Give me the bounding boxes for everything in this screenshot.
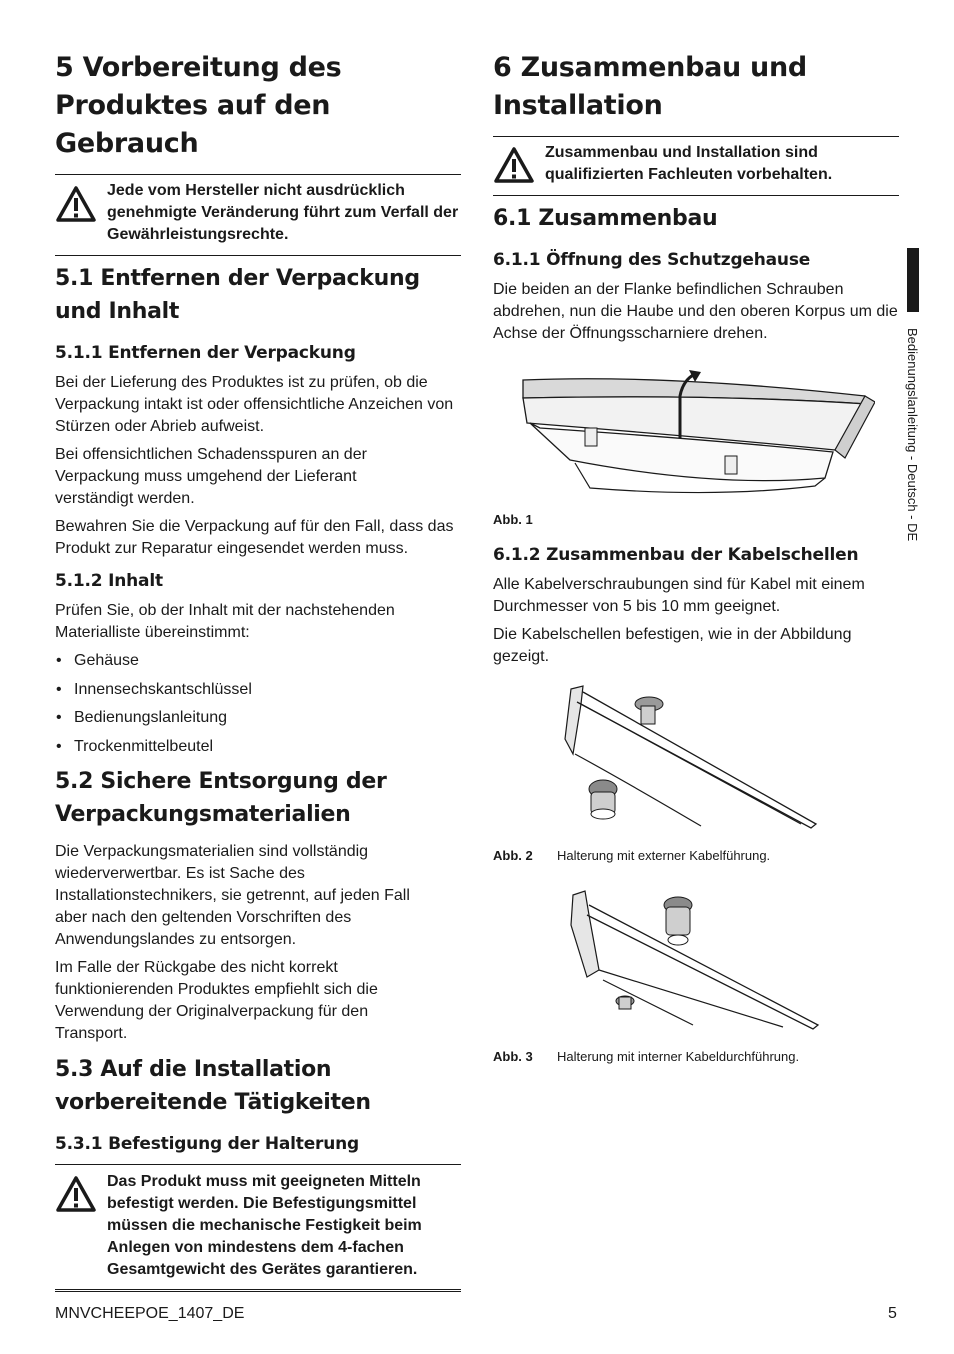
- figure-3-caption: Abb. 3 Halterung mit interner Kabeldurchführung.: [493, 1049, 800, 1064]
- figure-1-housing-illustration: [515, 368, 875, 500]
- warning-text: Das Produkt muss mit geeigneten Mitteln befestigt werden. Die Befestigungsmittel müssen die mechanische Festigkeit beim Anlegen von mindestens dem 4-fachen Gesamtgewicht des Gerätes garantieren.: [107, 1173, 422, 1278]
- warning-icon: [55, 185, 97, 223]
- section-5-2-heading: 5.2 Sichere Entsorgung der Verpackungsmaterialien: [55, 769, 387, 827]
- warning-text: Jede vom Hersteller nicht ausdrücklich genehmigte Veränderung führt zum Verfall der Gewährleistungsrechte.: [107, 182, 459, 243]
- sidebar-language-label: Bedienungslanleitung - Deutsch - DE: [905, 328, 920, 542]
- section-5-3-heading: 5.3 Auf die Installation vorbereitende Tätigkeiten: [55, 1057, 371, 1115]
- section-6-1-heading: 6.1 Zusammenbau: [493, 206, 718, 231]
- warning-icon: [493, 146, 535, 184]
- paragraph: Die beiden an der Flanke befindlichen Schrauben abdrehen, nun die Haube und den oberen Korpus um die Achse der Öffnungsscharniere drehen.: [493, 281, 898, 342]
- warning-box-fastening: [55, 1164, 461, 1292]
- section-5-1-2-heading: 5.1.2 Inhalt: [55, 571, 163, 591]
- paragraph: Die Verpackungsmaterialien sind vollständig wiederverwertbar. Es ist Sache des Installationstechnikers, sie getrennt, auf jeden Fall aber nach den geltenden Vorschriften des Anwendungslandes zu entsorgen.: [55, 843, 410, 948]
- warning-box-modification: [55, 174, 461, 256]
- paragraph: Die Kabelschellen befestigen, wie in der Abbildung gezeigt.: [493, 626, 852, 665]
- list-item: • Trockenmittelbeutel: [55, 736, 461, 758]
- paragraph: Bewahren Sie die Verpackung auf für den Fall, dass das Produkt zur Reparatur eingesendet werden muss.: [55, 518, 454, 557]
- figure-3-bracket-illustration: [563, 885, 823, 1030]
- paragraph: Bei der Lieferung des Produktes ist zu prüfen, ob die Verpackung intakt ist oder offensichtliche Anzeichen von Stürzen oder Abrieb aufweist.: [55, 374, 454, 435]
- warning-box-installation: [493, 136, 899, 196]
- list-item: • Bedienungslanleitung: [55, 707, 461, 729]
- section-6-heading: 6 Zusammenbau und Installation: [493, 52, 807, 121]
- footer-document-code: MNVCHEEPOE_1407_DE: [55, 1305, 245, 1322]
- warning-icon: [55, 1175, 97, 1213]
- section-5-heading: 5 Vorbereitung des Produktes auf den Gebrauch: [55, 52, 342, 159]
- warning-text: Zusammenbau und Installation sind qualifizierten Fachleuten vorbehalten.: [545, 144, 833, 183]
- section-6-1-2-heading: 6.1.2 Zusammenbau der Kabelschellen: [493, 545, 859, 565]
- section-5-1-heading: 5.1 Entfernen der Verpackung und Inhalt: [55, 266, 420, 324]
- section-5-3-1-heading: 5.3.1 Befestigung der Halterung: [55, 1134, 360, 1154]
- section-5-1-1-heading: 5.1.1 Entfernen der Verpackung: [55, 343, 356, 363]
- paragraph: Prüfen Sie, ob der Inhalt mit der nachstehenden Materialliste übereinstimmt:: [55, 602, 395, 641]
- list-item: • Innensechskantschlüssel: [55, 679, 461, 701]
- footer-divider: [55, 1289, 461, 1290]
- list-item: • Gehäuse: [55, 650, 461, 672]
- section-6-1-1-heading: 6.1.1 Öffnung des Schutzgehause: [493, 250, 811, 270]
- paragraph: Bei offensichtlichen Schadensspuren an der Verpackung muss umgehend der Lieferant verständigt werden.: [55, 446, 367, 507]
- paragraph: Alle Kabelverschraubungen sind für Kabel mit einem Durchmesser von 5 bis 10 mm geeignet.: [493, 576, 865, 615]
- sidebar-tab-marker: [907, 248, 919, 312]
- figure-2-caption: Abb. 2 Halterung mit externer Kabelführung.: [493, 848, 771, 863]
- figure-2-bracket-illustration: [561, 684, 821, 829]
- footer-page-number: 5: [888, 1305, 897, 1322]
- paragraph: Im Falle der Rückgabe des nicht korrekt funktionierenden Produktes empfiehlt sich die Verwendung der Originalverpackung für den Transport.: [55, 959, 378, 1042]
- contents-list: [55, 650, 461, 764]
- figure-1-caption: Abb. 1: [493, 512, 533, 527]
